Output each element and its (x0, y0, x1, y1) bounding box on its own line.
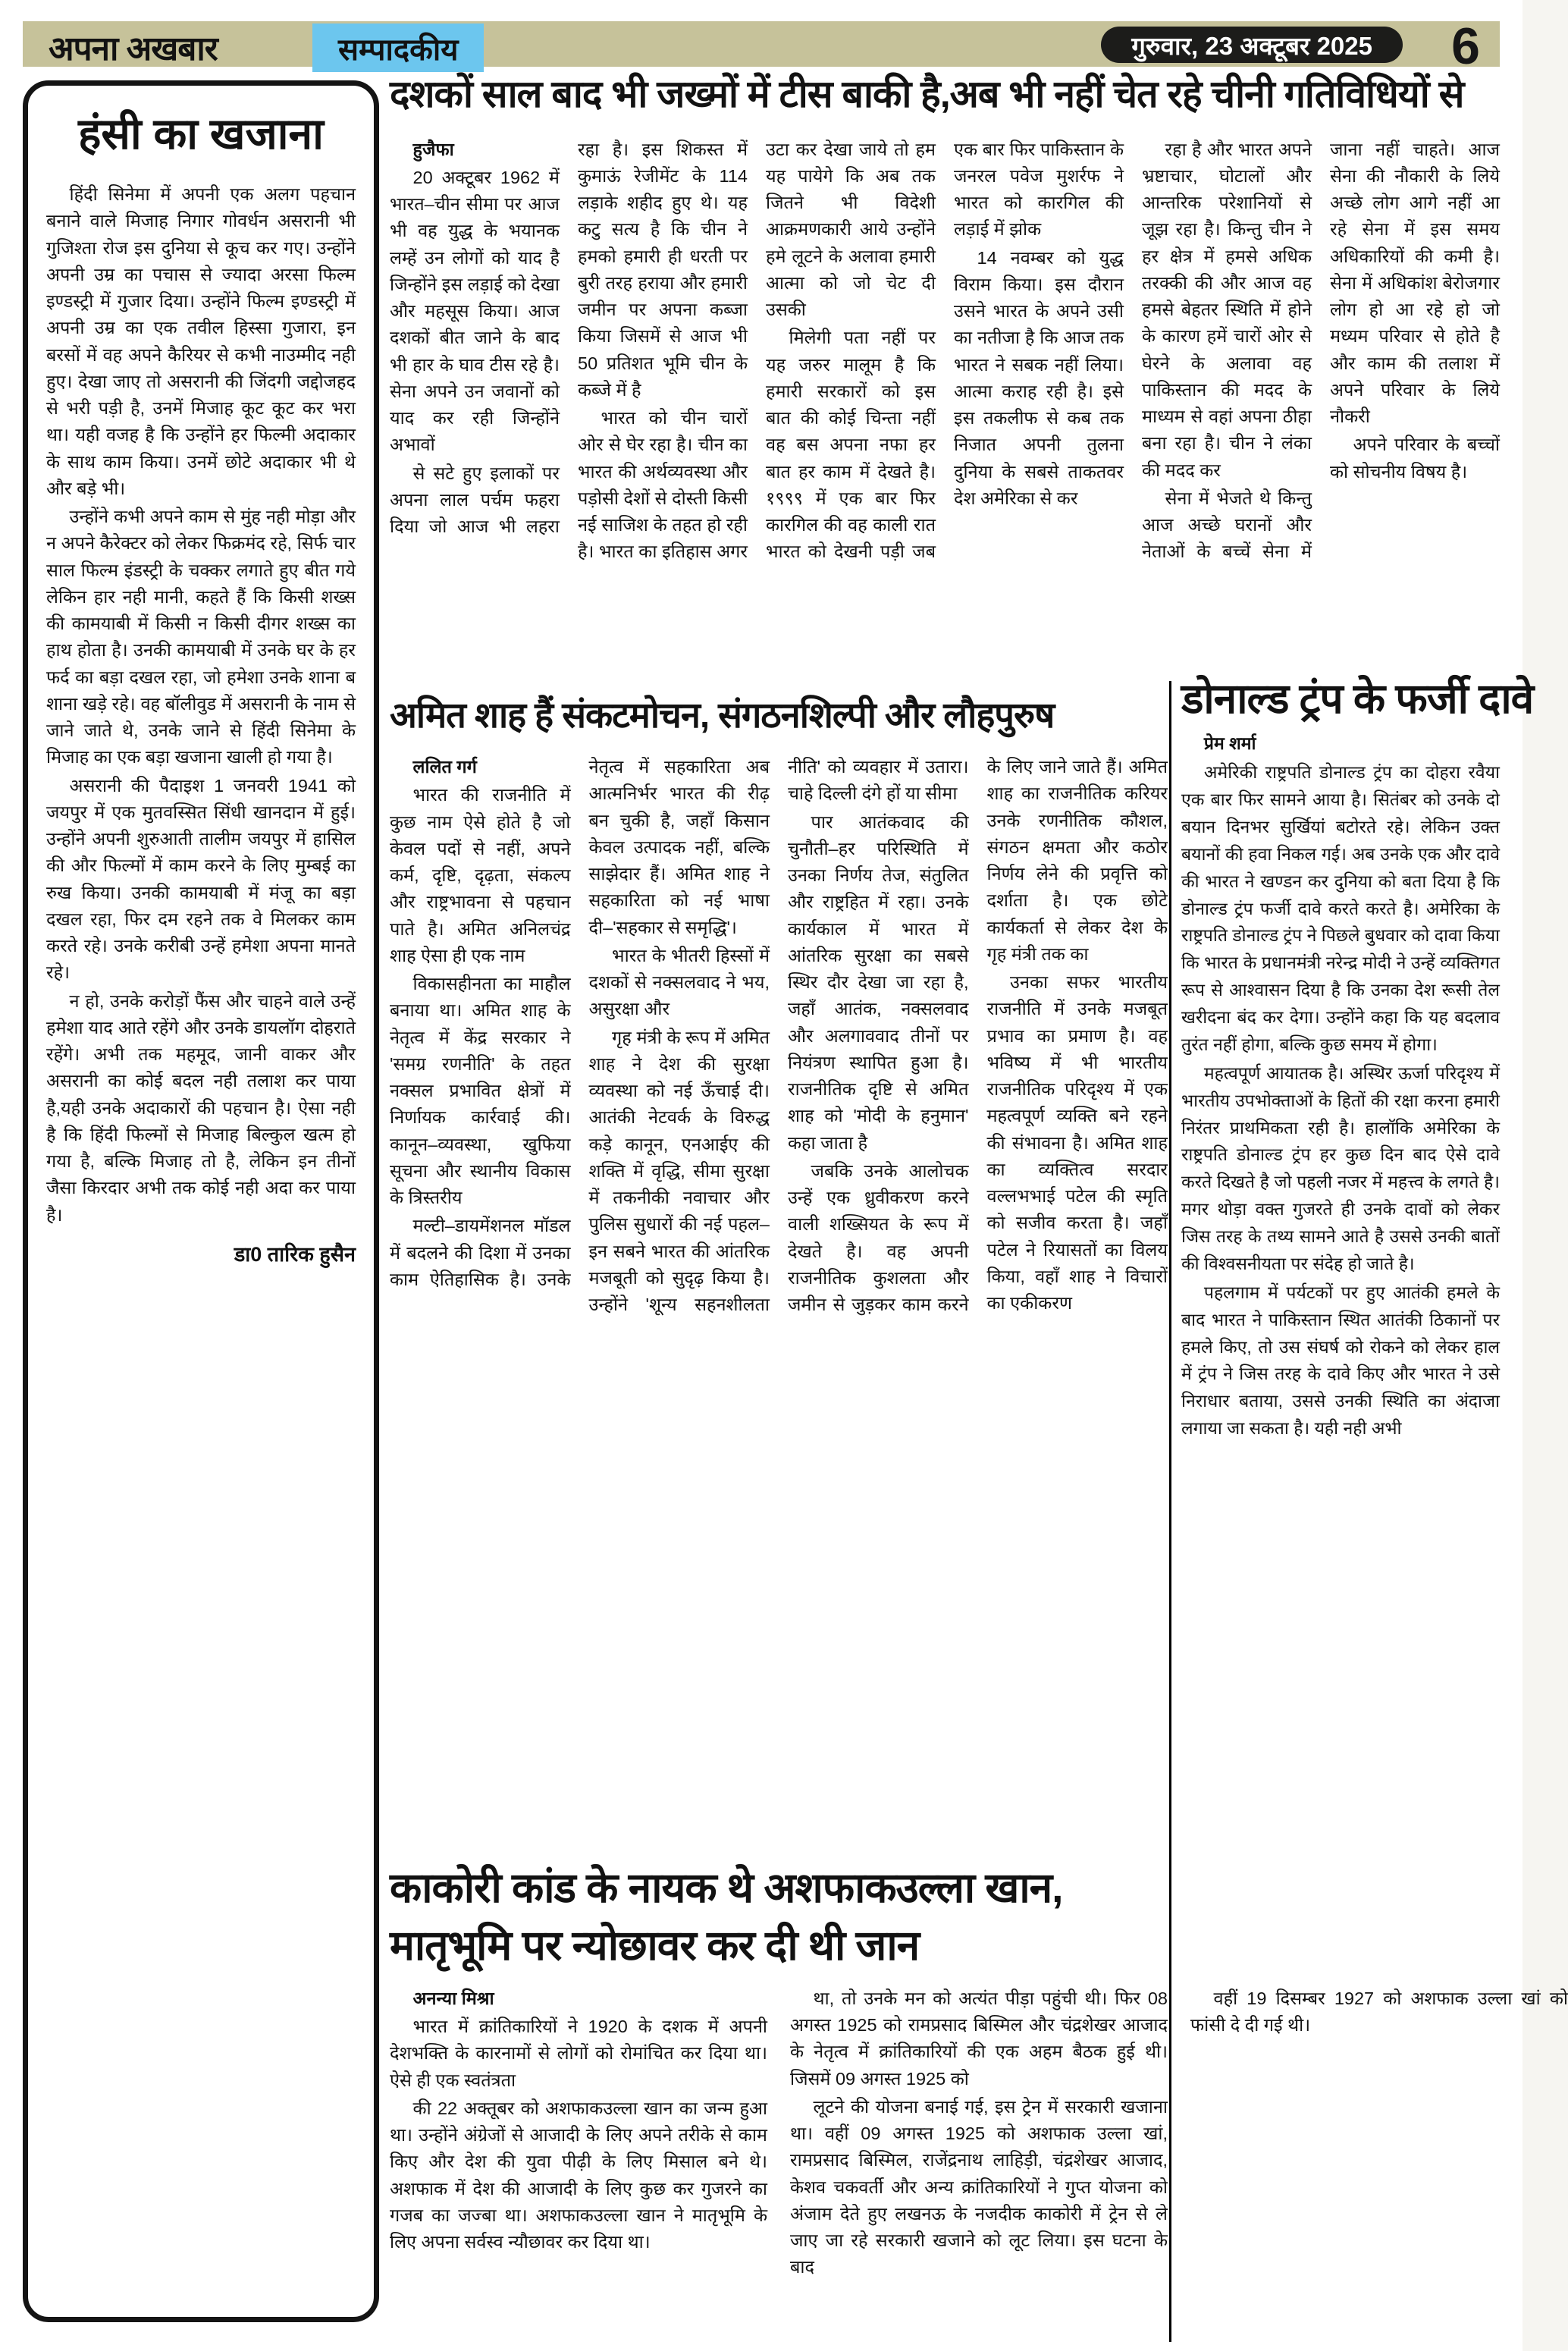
paragraph: भारत को चीन चारों ओर से घेर रहा है। चीन का भारत की अर्थव्यवस्था और पड़ोसी देशों से दोस्ती किसी नई साजिश के तहत हो रही है। भारत का इतिहास अगर उटा कर देखा जाये तो हम यह पायेगे कि अब तक जितने भी विदेशी आक्रमणकारी आये उन्होंने हमे लूटने के अलावा हमारी आत्मा को जो चेट दी उसकी (578, 139, 936, 562)
article-headline: काकोरी कांड के नायक थे अशफाकउल्ला खान, मातृभूमि पर न्योछावर कर दी थी जान (390, 1864, 1063, 1969)
paragraph: जबकि उनके आलोचक उन्हें एक ध्रुवीकरण करने वाली शख्सियत के रूप में देखते है। वह अपनी राजनीतिक कुशलता और जमीन से जुड़कर काम करने के लिए जाने जाते हैं। अमित शाह का राजनीतिक करियर उनके रणनीतिक कौशल, संगठन क्षमता और कठोर निर्णय लेने की प्रवृत्ति को दर्शाता है। एक छोटे कार्यकर्ता से लेकर देश के गृह मंत्री तक का (788, 757, 1168, 1315)
article-body (390, 1985, 1568, 2295)
paragraph: गृह मंत्री के रूप में अमित शाह ने देश की सुरक्षा व्यवस्था को नई ऊँचाई दी। आतंकी नेटवर्क के विरुद्ध कड़े कानून, एनआईए की शक्ति में वृद्धि, सीमा सुरक्षा में तकनीकी नवाचार और पुलिस सुधारों की नई पहल–इन सबने भारत की आंतरिक मजबूती को सुदृढ़ किया है। उन्होंने 'शून्य सहनशीलता नीति' को व्यवहार में उतारा। चाहे दिल्ली दंगे हों या सीमा (588, 757, 969, 1315)
paragraph: लूटने की योजना बनाई गई, इस ट्रेन में सरकारी खजाना था। वहीं 09 अगस्त 1925 को अशफाक उल्ला खां, रामप्रसाद बिस्मिल, राजेंद्रनाथ लाहिड़ी, चंद्रशेखर आजाद, केशव चकवर्ती और अन्य क्रांतिकारियों ने गुप्त योजना को अंजाम देते हुए लखनऊ के नजदीक काकोरी में ट्रेन से ले जाए जा रहे सरकारी खजाने को लूट लिया। इस घटना के बाद (790, 2096, 1168, 2277)
paragraph: भारत में क्रांतिकारियों ने 1920 के दशक में अपनी देशभक्ति के कारनामों से लोगों को रोमांचित कर दिया था। ऐसे ही एक स्वतंत्रता (390, 2017, 767, 2090)
paragraph: की 22 अक्तूबर को अशफाकउल्ला खान का जन्म हुआ था। उन्होंने अंग्रेजों से आजादी के लिए अपने तरीके से काम किए और देश की युवा पीढ़ी के लिए मिसाल बने थे। अशफाक में देश की आजादी के लिए कुछ कर गुजरने का गजब का जज्बा था। अशफाकउल्ला खान ने मातृभूमि के लिए अपना सर्वस्व न्यौछावर कर दिया था। (390, 2098, 767, 2252)
byline: ललित गर्ग (412, 757, 477, 777)
paragraph: रहा है और भारत अपने भ्रष्टाचार, घोटालों और आन्तरिक परेशानियों से जूझ रहा है। किन्तु चीन ने हर क्षेत्र में हमसे अधिक तरक्की की और आज वह हमसे बेहतर स्थिति में होने के कारण हमें चारों ओर से घेरने के अलावा वह पाकिस्तान की मदद के माध्यम से वहां अपना ठीहा बना रहा है। चीन ने लंका की मदद कर (1142, 139, 1312, 480)
article-headline: दशकों साल बाद भी जख्मों में टीस बाकी है,अब भी नहीं चेत रहे चीनी गतिविधियों से (390, 73, 1464, 115)
paragraph: असरानी की पैदाइश 1 जनवरी 1941 को जयपुर में एक मुतवस्सित सिंधी खानदान में हुई। उन्होंने अपनी शुरुआती तालीम जयपुर में हासिल की और फिल्मों में काम करने के लिए मुम्बई का रुख किया। उनकी कामयाबी में मंजू का बड़ा दखल रहा, फिर दम रहने तक वे मिलकर काम करते रहे। उनके करीबी उन्हें हमेशा अपना मानते रहे। (46, 775, 356, 983)
paragraph: महत्वपूर्ण आयातक है। अस्थिर ऊर्जा परिदृश्य में भारतीय उपभोक्ताओं के हितों की रक्षा करना हमारी निरंतर प्राथमिकता रही है। हालॉकि अमेरिका के राष्ट्रपति डोनाल्ड ट्रंप हर कुछ दिन बाद ऐसे दावे करते दिखते है जो पहली नजर में महत्त्व के लगते है। मगर थोड़ा वक्त गुजरते ही उनके दावों को लेकर जिस तरह के तथ्य सामने आते है उससे उनकी बातों की विश्वसनीयता पर संदेह हो जाते है। (1181, 1063, 1500, 1273)
article-china-war (390, 73, 1500, 676)
paragraph: 20 अक्टूबर 1962 में भारत–चीन सीमा पर आज भी वह युद्ध के भयानक लम्हें उन लोगों को याद है जिन्होंने इस लड़ाई को देखा और महसूस किया। आज दशकों बीत जाने के बाद भी हार के घाव टीस रहे है। सेना अपने उन जवानों को याद कर रही जिन्होंने अभावों (390, 167, 560, 455)
paragraph: हिंदी सिनेमा में अपनी एक अलग पहचान बनाने वाले मिजाह निगार गोवर्धन असरानी भी गुजिश्ता रोज इस दुनिया से कूच कर गए। उन्होंने अपनी उम्र का पचास से ज्यादा अरसा फिल्म इण्डस्ट्री में गुजार दिया। उन्होंने फिल्म इण्डस्ट्री में अपनी उम्र का एक तवील हिस्सा गुजारा, इन बरसों में वह अपने कैरियर से कभी नाउम्मीद नही हुए। देखा जाए तो असरानी की जिंदगी जद्दोजहद से भरी पड़ी है, उनमें मिजाह कूट कूट कर भरा था। यही वजह है कि उन्होंने हर फिल्मी अदाकार के साथ काम किया। उनमें छोटे अदाकार भी थे और बड़े भी। (46, 184, 356, 498)
paragraph: पार आतंकवाद की चुनौती–हर परिस्थिति में उनका निर्णय तेज, संतुलित और राष्ट्रहित में रहा। उनके कार्यकाल में भारत में आंतरिक सुरक्षा का सबसे स्थिर दौर देखा जा रहा है, जहाँ आतंक, नक्सलवाद और अलगाववाद तीनों पर नियंत्रण स्थापित हुआ है। राजनीतिक दृष्टि से अमित शाह को 'मोदी के हनुमान' कहा जाता है (788, 811, 969, 1153)
article-body (1181, 730, 1500, 1442)
column-divider (1169, 681, 1171, 2342)
author-signature: डा0 तारिक हुसैन (234, 1242, 356, 1266)
page-number: 6 (1451, 17, 1480, 75)
paragraph: पहलगाम में पर्यटकों पर हुए आतंकी हमले के बाद भारत ने पाकिस्तान स्थित आतंकी ठिकानों पर हमले किए, तो उस संघर्ष को रोकने को लेकर हाल में ट्रंप ने जिस तरह के दावे किए और भारत ने उसे निराधार बताया, उससे उनकी स्थिति का अंदाजा लगाया जा सकता है। यही नही अभी (1181, 1282, 1500, 1439)
paragraph: भारत के भीतरी हिस्सों में दशकों से नक्सलवाद ने भय, असुरक्षा और (588, 945, 770, 1019)
byline: अनन्या मिश्रा (412, 1988, 494, 2008)
paragraph: सेना में भेजते थे किन्तु आज अच्छे घरानों और नेताओं के बच्चें सेना में जाना नहीं चाहते। आज सेना की नौकारी के लिये अच्छे लोग आगे नहीं आ रहे सेना में इस समय अधिकारियों की कमी है। सेना में अधिकांश बेरोजगार लोग हो आ रहे हो जो मध्यम परिवार से होते है और काम की तलाश में अपने परिवार के लिये नौकरी (1142, 139, 1500, 562)
article-headline: डोनाल्ड ट्रंप के फर्जी दावे (1181, 675, 1534, 722)
paragraph: मल्टी–डायमेंशनल मॉडल में बदलने की दिशा में उनका काम ऐतिहासिक है। उनके नेतृत्व में सहकारिता अब आत्मनिर्भर भारत की रीढ़ बन चुकी है, जहाँ किसान केवल उत्पादक नहीं, बल्कि साझेदार हैं। अमित शाह ने सहकारिता को नई भाषा दी–'सहकार से समृद्धि'। (390, 757, 770, 1289)
date-badge: गुरुवार, 23 अक्टूबर 2025 (1101, 27, 1403, 63)
article-trump-claims (1181, 675, 1534, 2342)
paragraph: वहीं 19 दिसम्बर 1927 को अशफाक उल्ला खां को फांसी दे दी गई थी। (1190, 1988, 1568, 2036)
article-body (390, 137, 1500, 676)
article-title: हंसी का खजाना (78, 110, 324, 159)
paragraph: अमेरिकी राष्ट्रपति डोनाल्ड ट्रंप का दोहरा रवैया एक बार फिर सामने आया है। सितंबर को उनके दो बयान दिनभर सुर्खियां बटोरते रहे। लेकिन उक्त बयानों की हवा निकल गई। अब उनके एक और दावे की भारत ने खण्डन कर दुनिया को बता दिया है कि डोनाल्ड ट्रंप फर्जी दावे करते करते है। अमेरिका के राष्ट्रपति डोनाल्ड ट्रंप ने पिछले बुधवार को दावा किया कि भारत के प्रधानमंत्री नरेन्द्र मोदी ने उन्हें व्यक्तिगत रूप से आश्वासन दिया है कि उनका देश रूसी तेल खरीदना बंद कर देगा। उन्होंने कहा कि यह बदलाव तुरंत नहीं होगा, बल्कि कुछ समय में होगा। (1181, 762, 1500, 1054)
paragraph: मिलेगी पता नहीं पर यह जरुर मालूम है कि हमारी सरकारों को इस बात की कोई चिन्ता नहीं वह बस अपना नफा हर बात हर काम में देखते है। १९९९ में एक बार फिर कारगिल की वह काली रात भारत को देखनी पड़ी जब एक बार फिर पाकिस्तान के जनरल पवेज मुशर्रफ ने भारत को कारगिल की लड़ाई में झोक (766, 139, 1124, 562)
paragraph: भारत की राजनीति में कुछ नाम ऐसे होते है जो केवल पदों से नहीं, अपने कर्म, दृष्टि, दृढ़ता, संकल्प और राष्ट्रभावना से पहचान पाते है। अमित अनिलचंद्र शाह ऐसा ही एक नाम (390, 785, 571, 965)
byline: हुजैफा (412, 139, 454, 159)
paragraph: न हो, उनके करोड़ों फैंस और चाहने वाले उन्हें हमेशा याद आते रहेंगे और उनके डायलॉग दोहराते रहेंगे। अभी तक महमूद, जानी वाकर और असरानी का कोई बदल नही तलाश कर पाया है,यही उनके अदाकारों की पहचान है। ऐसा नही है कि हिंदी फिल्मों से मिजाह बिल्कुल खत्म हो गया है, बल्कि मिजाह तो है, लेकिन इन तीनों जैसा किरदार अभी तक कोई नही अदा कर पाया है। (46, 990, 356, 1225)
section-label: सम्पादकीय (312, 24, 484, 72)
byline: प्रेम शर्मा (1203, 733, 1256, 754)
article-headline: अमित शाह हैं संकटमोचन, संगठनशिल्पी और लौहपुरुष (390, 695, 1055, 735)
paragraph: विकासहीनता का माहौल बनाया था। अमित शाह के नेतृत्व में केंद्र सरकार ने 'समग्र रणनीति' के तहत नक्सल प्रभावित क्षेत्रों में निर्णायक कार्रवाई की। कानून–व्यवस्था, खुफिया सूचना और स्थानीय विकास के त्रिस्तरीय (390, 974, 571, 1208)
paragraph: था, तो उनके मन को अत्यंत पीड़ा पहुंची थी। फिर 08 अगस्त 1925 को रामप्रसाद बिस्मिल और चंद्रशेखर आजाद के नेतृत्व में क्रांतिकारियों की एक अहम बैठक हुई थी। जिसमें 09 अगस्त 1925 को (790, 1988, 1168, 2089)
page-header (23, 17, 1500, 75)
article-amit-shah (390, 695, 1168, 1837)
paragraph: 14 नवम्बर को युद्ध विराम किया। इस दौरान उसने भारत के अपने उसी का नतीजा है कि आज तक भारत ने सबक नहीं लिया। आत्मा कराह रही है। इसे इस तकलीफ से कब तक निजात अपनी तुलना दुनिया के सबसे ताकतवर देश अमेरिका से कर (954, 247, 1124, 508)
paragraph: से सटे हुए इलाकों पर अपना लाल पर्चम फहरा दिया जो आज भी लहरा रहा है। इस शिकस्त में कुमाऊं रेजीमेंट के 114 लड़ाके शहीद हुए थे। यह कटु सत्य है कि चीन ने हमको हमारी ही धरती पर बुरी तरह हराया और हमारी जमीन पर अपना कब्जा किया जिसमें से आज भी 50 प्रतिशत भूमि चीन के कब्जे में है (390, 139, 748, 536)
article-kakori-ashfaqulla (390, 1860, 1568, 2342)
paragraph: उन्होंने कभी अपने काम से मुंह नही मोड़ा और न अपने कैरेक्टर को लेकर फिक्रमंद रहे, सिर्फ चार साल फिल्म इंडस्ट्री के चक्कर लगाते हुए बीत गये लेकिन हार नही मानी, कहते हैं कि किसी शख्स की कामयाबी में किसी न किसी दीगर शख्स का हाथ होता है। उनकी कामयाबी में उनके घर के हर फर्द का बड़ा दखल रहा, जो हमेशा उनके शाना ब शाना खड़े रहे। वह बॉलीवुड में असरानी के नाम से जाने जाते थे, उनके जाने से हिंदी सिनेमा के मिजाह का एक बड़ा खजाना खाली हो गया है। (46, 507, 356, 767)
paragraph: अपने परिवार के बच्चों को सोचनीय विषय है। (1330, 435, 1500, 482)
article-body (390, 754, 1168, 1837)
paragraph: उनका सफर भारतीय राजनीति में उनके मजबूत प्रभाव का प्रमाण है। वह भविष्य में भी भारतीय राजनीतिक परिदृश्य में एक महत्वपूर्ण व्यक्ति बने रहने की संभावना है। अमित शाह का व्यक्तित्व सरदार वल्लभभाई पटेल की स्मृति को सजीव करता है। जहाँ पटेल ने रियासतों का विलय किया, वहाँ शाह ने विचारों का एकीकरण (986, 972, 1168, 1314)
article-hansi-ka-khazana (23, 80, 379, 2322)
article-body (46, 181, 356, 1267)
paper-name: अपना अखबार (49, 30, 218, 67)
